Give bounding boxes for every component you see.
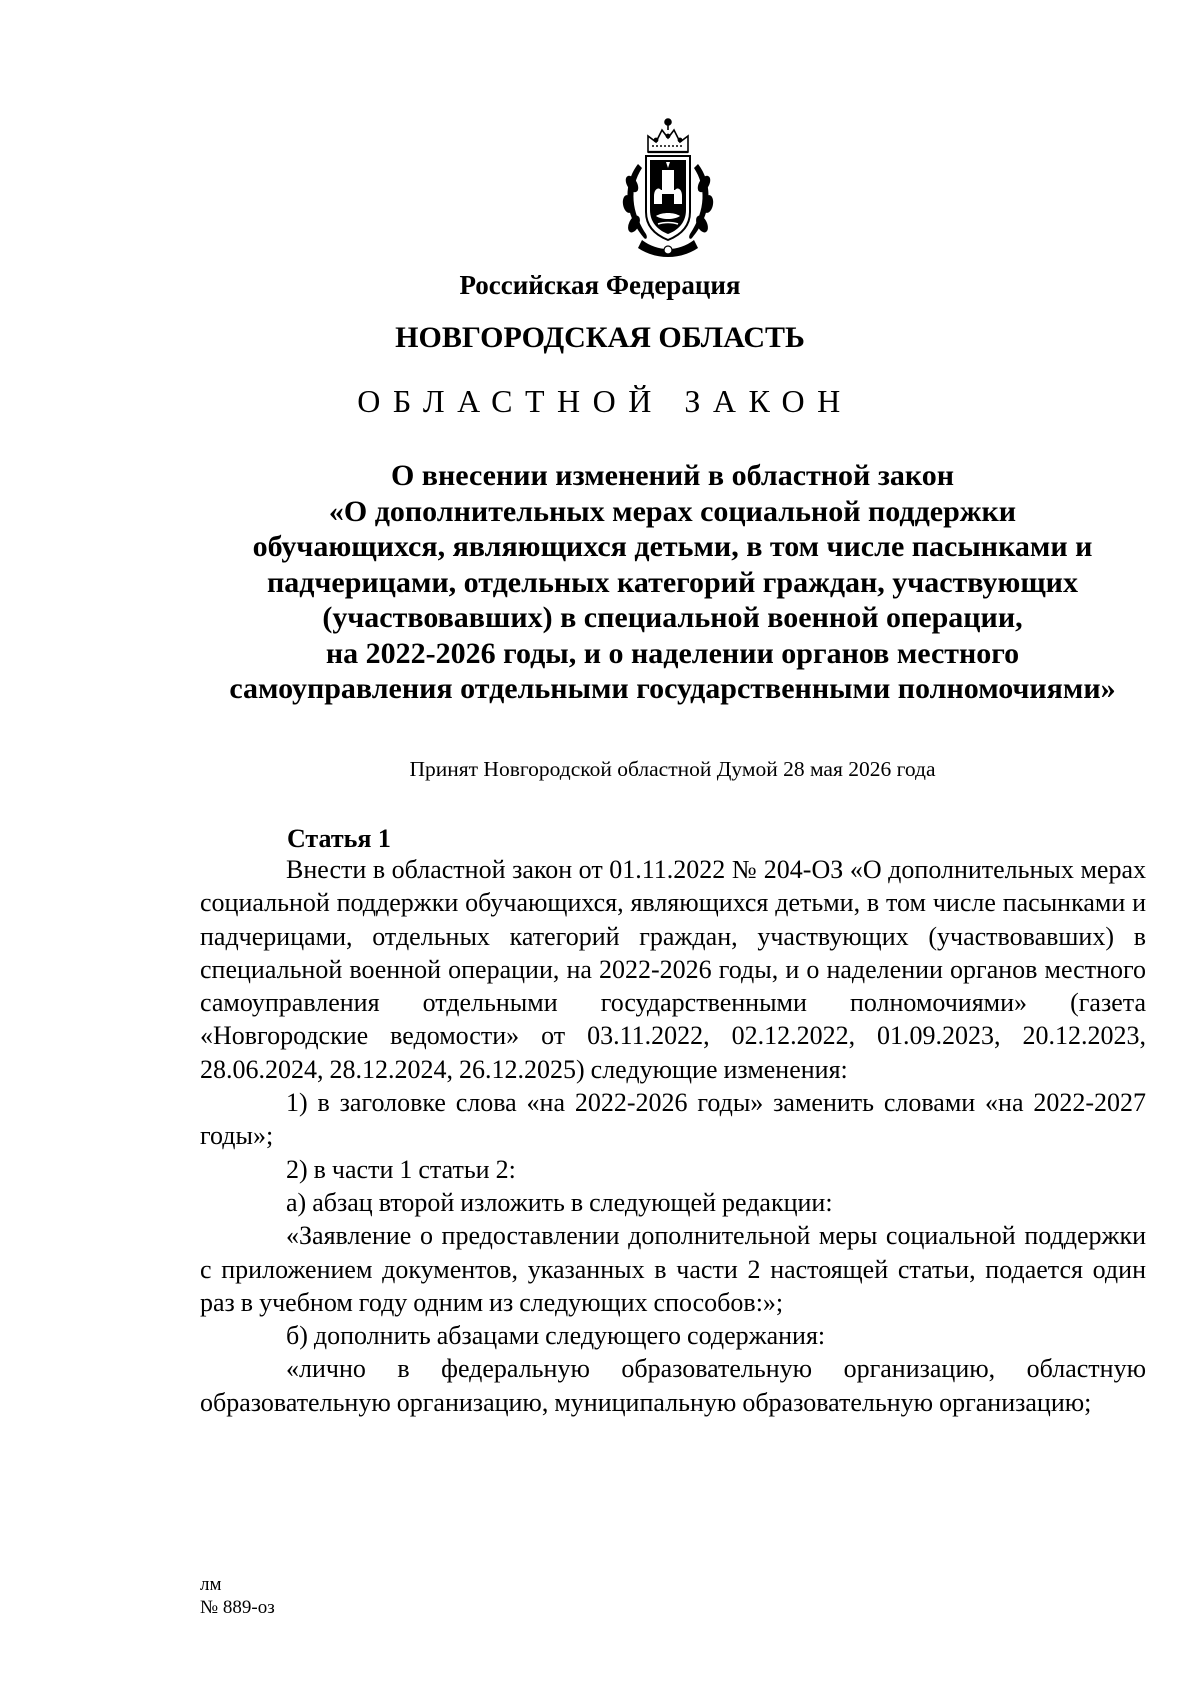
title-line: (участвовавших) в специальной военной операции, — [322, 601, 1023, 634]
title-line: «О дополнительных мерах социальной поддержки — [328, 494, 1017, 528]
footer-number: № 889-оз — [200, 1597, 275, 1618]
article-paragraph: 1) в заголовке слова «на 2022-2026 годы» заменить словами «на 2022-2027 годы»; — [200, 1088, 1146, 1151]
title-line: падчерицами, отдельных категорий граждан, участвующих — [267, 565, 1078, 599]
adoption-note: Принят Новгородской областной Думой 28 мая 2026 года — [409, 757, 936, 781]
article-paragraph: Внести в областной закон от 01.11.2022 № 204-ОЗ «О дополнительных мерах социальной поддержки обучающихся, являющихся детьми, в том числе пасынками и падчерицами, отдельных категорий граждан, участвующих (участвовавших) в специальной военной операции, на 2022-2026 годы, и о наделении органов местного самоуправления отдельными государственными полномочиями» (газета «Новгородские ведомости» от 03.11.2022, 02.12.2022, 01.09.2023, 20.12.2023, 28.06.2024, 28.12.2024, 26.12.2025) следующие изменения: — [200, 855, 1146, 1084]
country-name: Российская Федерация — [459, 270, 741, 300]
coat-of-arms-emblem — [608, 112, 728, 260]
title-line: обучающихся, являющихся детьми, в том числе пасынками и — [252, 530, 1093, 563]
article-heading: Статья 1 — [287, 824, 391, 853]
article-paragraph: «Заявление о предоставлении дополнительной меры социальной поддержки с приложением документов, указанных в части 2 настоящей статьи, подается один раз в учебном году одним из следующих способов:»; — [200, 1221, 1146, 1317]
title-line: самоуправления отдельными государственными полномочиями» — [229, 672, 1116, 705]
region-name: НОВГОРОДСКАЯ ОБЛАСТЬ — [395, 321, 805, 354]
document-type: ОБЛАСТНОЙ ЗАКОН — [357, 383, 853, 419]
title-line: О внесении изменений в областной закон — [390, 459, 955, 492]
law-title — [150, 458, 1195, 707]
footer-initials: лм — [200, 1574, 222, 1595]
title-line: на 2022-2026 годы, и о наделении органов местного — [325, 636, 1020, 670]
article-paragraph: б) дополнить абзацами следующего содержания: — [286, 1321, 826, 1351]
article-body — [200, 853, 1146, 1419]
article-paragraph: «лично в федеральную образовательную организацию, областную образовательную организацию, муниципальную образовательную организацию; — [200, 1354, 1146, 1417]
footer-note — [200, 1573, 275, 1619]
article-paragraph: а) абзац второй изложить в следующей редакции: — [286, 1187, 833, 1217]
article-paragraph: 2) в части 1 статьи 2: — [286, 1154, 516, 1184]
